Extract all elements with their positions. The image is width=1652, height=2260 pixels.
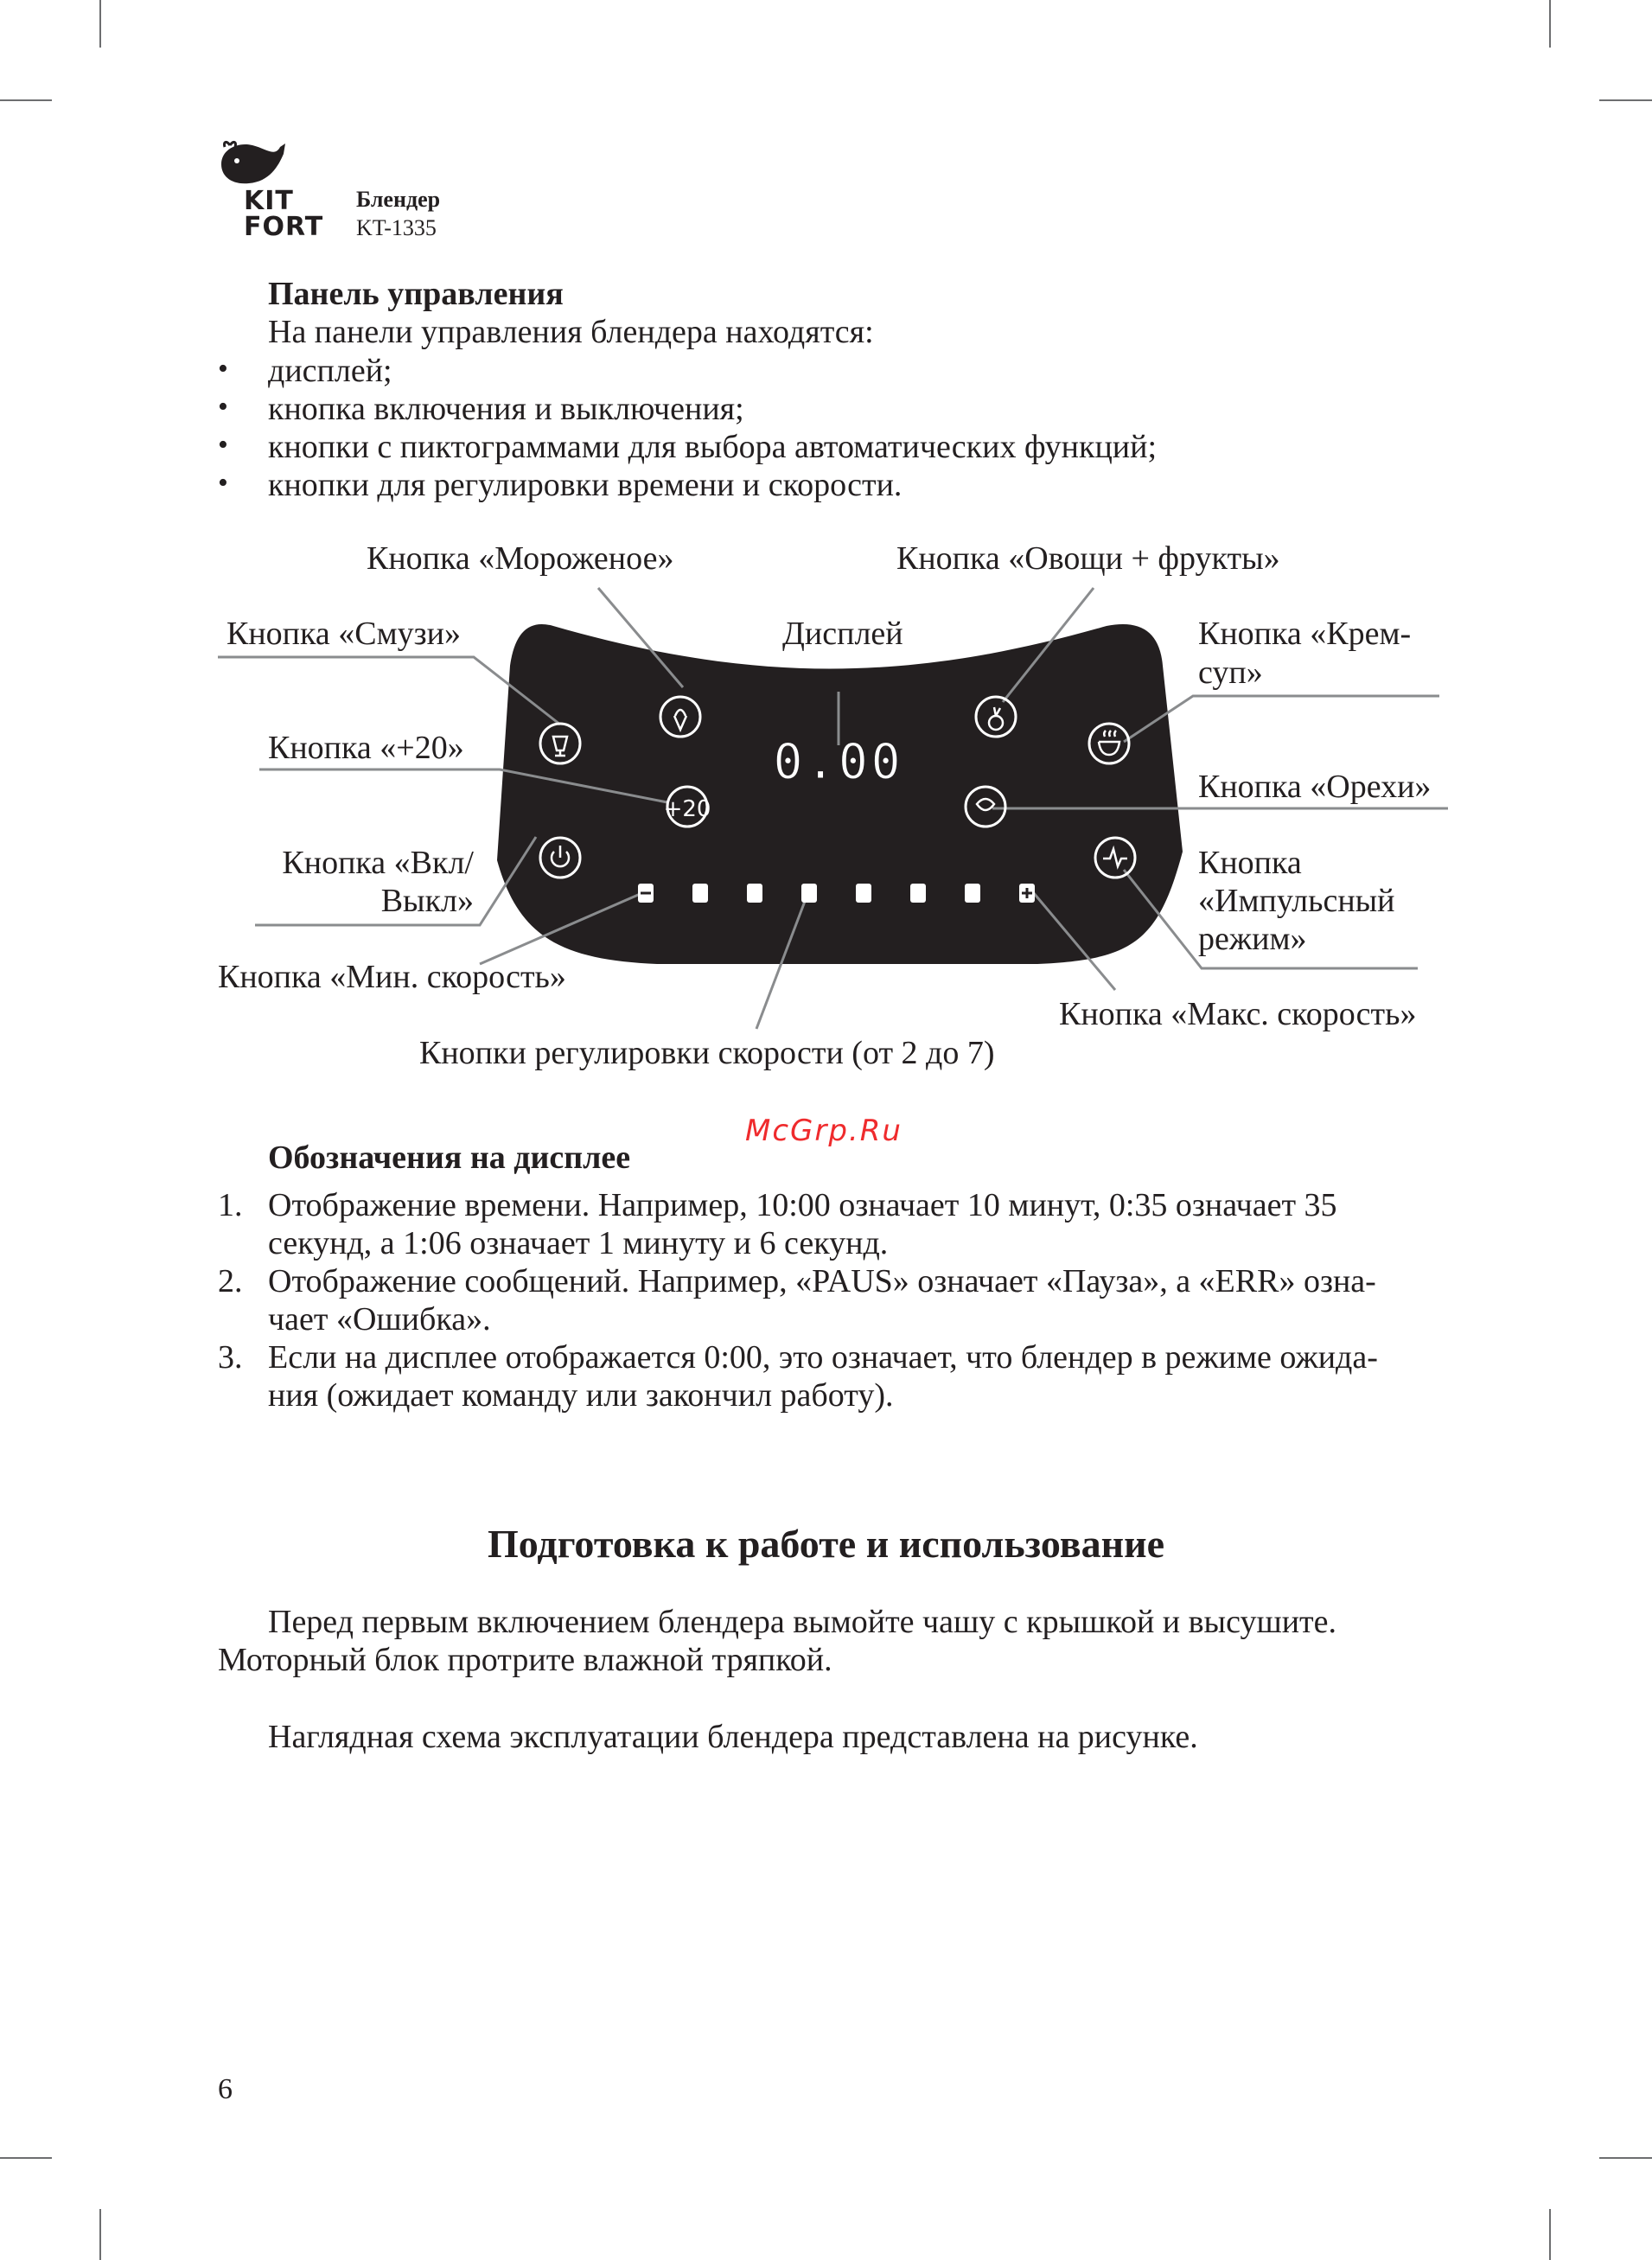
speed-button [747, 884, 762, 903]
bullet-dot: • [218, 467, 228, 499]
product-model: KT-1335 [356, 215, 437, 240]
paragraph-line: Перед первым включением блендера вымойте чашу с крышкой и высушите. [268, 1604, 1337, 1640]
label-onoff-1: Кнопка «Вкл/ [282, 845, 474, 881]
label-max-speed: Кнопка «Макс. скорость» [1059, 996, 1417, 1032]
speed-button [910, 884, 926, 903]
label-speed-buttons: Кнопки регулировки скорости (от 2 до 7) [419, 1035, 995, 1071]
crop-mark [99, 0, 101, 48]
control-panel-diagram [0, 519, 1652, 1089]
section-heading: Обозначения на дисплее [268, 1140, 631, 1176]
crop-mark [1549, 2209, 1551, 2260]
list-item-line: Отображение времени. Например, 10:00 означает 10 минут, 0:35 означает 35 [268, 1187, 1337, 1223]
crop-mark [0, 99, 52, 101]
label-nuts: Кнопка «Орехи» [1198, 769, 1432, 805]
whale-logo-icon [218, 138, 287, 187]
speed-button [965, 884, 980, 903]
list-number: 3. [218, 1339, 243, 1376]
label-display: Дисплей [782, 616, 903, 652]
page-number: 6 [218, 2073, 233, 2105]
paragraph: Наглядная схема эксплуатации блендера представлена на рисунке. [268, 1719, 1198, 1755]
list-item-line: Отображение сообщений. Например, «PAUS» означает «Пауза», а «ERR» озна- [268, 1263, 1376, 1299]
plus20-button-label: +20 [663, 796, 711, 822]
list-number: 2. [218, 1263, 243, 1299]
list-item: кнопка включения и выключения; [268, 391, 744, 427]
label-cream-soup-2: суп» [1198, 654, 1263, 691]
label-pulse-3: режим» [1198, 921, 1307, 957]
speed-button [692, 884, 708, 903]
list-item: кнопки для регулировки времени и скорости. [268, 467, 903, 503]
bullet-dot: • [218, 391, 228, 423]
list-item-line: Если на дисплее отображается 0:00, это означает, что блендер в режиме ожида- [268, 1339, 1378, 1376]
crop-mark [99, 2209, 101, 2260]
bullet-dot: • [218, 429, 228, 461]
intro-text: На панели управления блендера находятся: [268, 314, 874, 350]
list-item-line: чает «Ошибка». [268, 1301, 491, 1337]
list-item-line: секунд, а 1:06 означает 1 минуту и 6 секунд. [268, 1225, 889, 1261]
watermark: McGrp.Ru [745, 1114, 903, 1148]
paragraph-line: Моторный блок протрите влажной тряпкой. [218, 1642, 832, 1678]
label-cream-soup-1: Кнопка «Крем- [1198, 616, 1412, 652]
display-readout: 0.00 [773, 734, 904, 790]
label-min-speed: Кнопка «Мин. скорость» [218, 959, 566, 995]
crop-mark [1599, 99, 1652, 101]
logo-line1: KIT [244, 186, 294, 216]
page-heading: Подготовка к работе и использование [487, 1522, 1165, 1566]
speed-button [856, 884, 871, 903]
list-item-line: ния (ожидает команду или закончил работу). [268, 1377, 894, 1414]
crop-mark [0, 2157, 52, 2159]
section-heading: Панель управления [268, 276, 564, 312]
crop-mark [1599, 2157, 1652, 2159]
label-plus20: Кнопка «+20» [268, 730, 464, 766]
logo-line2: FORT [244, 212, 324, 242]
product-name: Блендер [356, 187, 441, 212]
list-number: 1. [218, 1187, 243, 1223]
list-item: кнопки с пиктограммами для выбора автоматических функций; [268, 429, 1158, 465]
label-smoothie: Кнопка «Смузи» [226, 616, 462, 652]
speed-button [801, 884, 817, 903]
control-panel-body [497, 624, 1183, 964]
label-veg-fruit: Кнопка «Овощи + фрукты» [896, 540, 1280, 577]
label-pulse-1: Кнопка [1198, 845, 1302, 881]
label-pulse-2: «Импульсный [1198, 883, 1395, 919]
label-onoff-2: Выкл» [380, 883, 474, 919]
label-ice-cream: Кнопка «Мороженое» [367, 540, 674, 577]
crop-mark [1549, 0, 1551, 48]
brand-logo [216, 138, 328, 242]
bullet-dot: • [218, 353, 228, 385]
list-item: дисплей; [268, 353, 392, 389]
